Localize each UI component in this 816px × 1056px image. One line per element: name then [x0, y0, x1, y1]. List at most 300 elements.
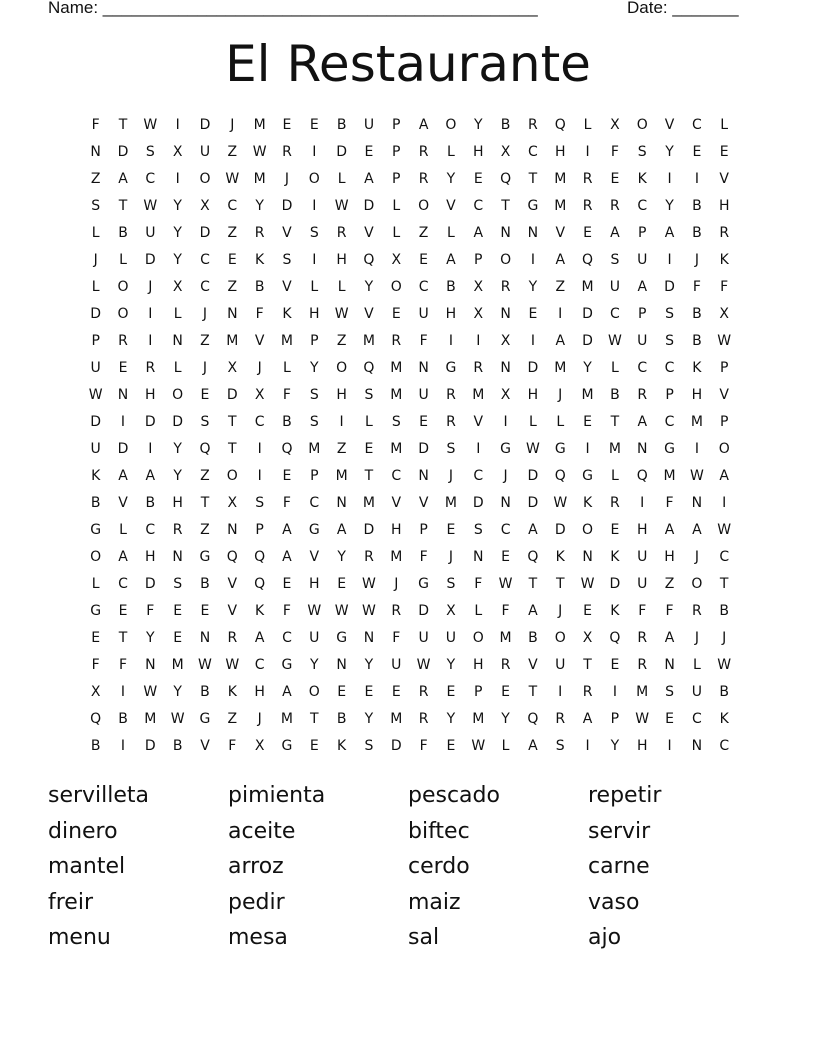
grid-letter: R [555, 711, 566, 727]
grid-letter: L [392, 198, 401, 214]
grid-letter: X [500, 387, 511, 403]
grid-letter: T [583, 657, 592, 673]
grid-letter: A [582, 711, 593, 727]
grid-letter: Z [336, 441, 347, 457]
grid-letter: C [200, 252, 210, 268]
grid-letter: Y [310, 360, 319, 376]
grid-letter: S [364, 738, 374, 754]
grid-letter: T [528, 684, 538, 700]
word-bank-item: vaso [588, 889, 640, 915]
grid-letter: H [309, 306, 320, 322]
grid-letter: B [692, 198, 702, 214]
grid-letter: H [336, 387, 347, 403]
grid-letter: A [637, 414, 648, 430]
grid-letter: X [610, 117, 620, 133]
grid-letter: K [637, 171, 647, 187]
grid-letter: J [202, 360, 208, 376]
grid-letter: R [418, 684, 429, 700]
grid-letter: E [309, 738, 319, 754]
grid-letter: V [282, 279, 292, 295]
grid-letter: K [582, 495, 593, 511]
grid-letter: W [635, 711, 650, 727]
grid-letter: I [120, 738, 126, 754]
grid-letter: R [692, 603, 702, 619]
grid-letter: R [637, 387, 648, 403]
grid-letter: Z [90, 171, 101, 187]
grid-letter: Y [501, 711, 510, 727]
grid-letter: W [225, 657, 240, 673]
word-bank-item: servilleta [48, 783, 150, 808]
grid-row [82, 490, 738, 517]
grid-letter: T [555, 576, 565, 592]
grid-row [82, 679, 738, 706]
grid-letter: L [91, 279, 100, 295]
grid-letter: R [391, 603, 402, 619]
grid-letter: S [173, 576, 183, 592]
grid-letter: H [145, 549, 156, 565]
grid-letter: D [199, 117, 211, 133]
grid-letter: A [336, 522, 347, 538]
grid-letter: R [446, 387, 456, 403]
grid-letter: N [500, 225, 511, 241]
grid-row [82, 382, 738, 409]
grid-letter: V [446, 198, 456, 214]
grid-letter: J [558, 387, 563, 403]
grid-letter: C [473, 198, 484, 214]
grid-letter: F [692, 279, 701, 295]
grid-letter: M [362, 495, 375, 511]
grid-letter: C [118, 576, 128, 592]
grid-letter: C [664, 360, 675, 376]
grid-letter: C [254, 414, 265, 430]
grid-letter: X [582, 630, 593, 646]
grid-letter: M [444, 495, 457, 511]
grid-letter: X [90, 684, 101, 700]
grid-letter: C [418, 279, 429, 295]
grid-letter: K [227, 684, 237, 700]
grid-letter: W [198, 657, 212, 673]
grid-letter: T [118, 117, 128, 133]
grid-letter: I [312, 144, 317, 160]
grid-letter: A [719, 468, 729, 484]
grid-row [82, 355, 738, 382]
grid-letter: L [91, 225, 100, 241]
grid-letter: R [500, 279, 511, 295]
grid-letter: M [554, 360, 567, 376]
grid-letter: E [501, 549, 511, 565]
grid-letter: I [312, 252, 317, 268]
grid-letter: M [690, 414, 703, 430]
grid-letter: L [529, 414, 537, 430]
grid-letter: E [91, 630, 101, 646]
grid-letter: D [90, 414, 102, 430]
grid-letter: J [202, 306, 208, 322]
grid-letter: R [473, 360, 484, 376]
grid-letter: G [554, 441, 566, 457]
grid-letter: R [610, 198, 620, 214]
grid-row [82, 571, 738, 598]
grid-letter: M [253, 171, 266, 187]
grid-letter: W [525, 441, 540, 457]
grid-letter: A [664, 225, 675, 241]
grid-letter: J [148, 279, 153, 295]
grid-letter: C [691, 711, 702, 727]
grid-letter: R [418, 171, 429, 187]
grid-letter: A [555, 333, 566, 349]
grid-letter: B [200, 576, 210, 592]
grid-letter: L [91, 576, 100, 592]
grid-letter: A [528, 738, 538, 754]
grid-letter: N [418, 360, 429, 376]
grid-letter: T [118, 630, 128, 646]
grid-letter: L [610, 468, 619, 484]
grid-letter: D [472, 495, 484, 511]
grid-letter: B [610, 387, 620, 403]
word-bank-item: cerdo [408, 854, 470, 880]
grid-letter: S [665, 333, 674, 349]
grid-letter: A [664, 522, 675, 538]
grid-letter: Y [255, 198, 264, 214]
grid-letter: A [282, 549, 292, 565]
grid-letter: S [473, 522, 483, 538]
grid-letter: U [637, 333, 648, 349]
grid-letter: P [310, 333, 319, 349]
grid-row [82, 301, 738, 328]
grid-letter: M [390, 387, 403, 403]
grid-letter: L [283, 360, 291, 376]
grid-letter: W [143, 198, 158, 214]
grid-letter: B [692, 306, 702, 322]
grid-letter: Y [446, 657, 456, 673]
grid-letter: I [722, 495, 727, 511]
grid-letter: D [281, 198, 293, 214]
grid-letter: V [282, 225, 292, 241]
grid-letter: H [636, 522, 648, 538]
grid-letter: M [171, 657, 184, 673]
grid-letter: I [476, 333, 481, 349]
grid-letter: E [610, 522, 620, 538]
grid-letter: W [225, 171, 240, 187]
grid-letter: U [637, 549, 648, 565]
grid-letter: L [720, 117, 729, 133]
grid-letter: F [610, 144, 619, 160]
grid-letter: Z [227, 225, 238, 241]
grid-letter: C [282, 630, 292, 646]
grid-letter: O [418, 198, 430, 214]
grid-letter: N [227, 522, 238, 538]
grid-letter: A [145, 468, 156, 484]
grid-letter: O [336, 360, 348, 376]
grid-letter: L [474, 603, 483, 619]
grid-letter: E [227, 252, 237, 268]
grid-letter: E [364, 441, 374, 457]
grid-letter: R [418, 711, 429, 727]
grid-letter: R [582, 684, 593, 700]
grid-letter: B [118, 225, 128, 241]
grid-letter: I [120, 414, 126, 430]
grid-letter: F [419, 549, 428, 565]
grid-letter: B [254, 279, 265, 295]
grid-letter: H [527, 387, 539, 403]
grid-letter: P [474, 252, 483, 268]
grid-letter: U [609, 279, 621, 295]
grid-letter: R [282, 144, 292, 160]
grid-letter: Y [665, 144, 674, 160]
grid-letter: W [362, 603, 376, 619]
grid-letter: R [418, 144, 429, 160]
grid-letter: C [637, 360, 648, 376]
grid-letter: F [392, 630, 401, 646]
grid-letter: A [664, 630, 675, 646]
grid-letter: T [501, 198, 510, 214]
grid-letter: D [582, 333, 593, 349]
grid-letter: C [309, 495, 320, 511]
grid-letter: M [554, 171, 567, 187]
grid-letter: D [117, 144, 129, 160]
grid-letter: A [118, 468, 128, 484]
grid-letter: H [309, 576, 320, 592]
grid-letter: E [446, 684, 456, 700]
grid-letter: H [145, 387, 156, 403]
grid-letter: Y [665, 198, 674, 214]
grid-letter: Y [173, 225, 182, 241]
grid-letter: I [667, 171, 672, 187]
word-bank-item: freir [48, 889, 93, 915]
grid-letter: W [580, 576, 595, 592]
grid-letter: E [200, 603, 210, 619]
grid-letter: H [172, 495, 183, 511]
grid-letter: Z [227, 279, 238, 295]
grid-letter: X [500, 333, 511, 349]
grid-letter: X [172, 144, 183, 160]
grid-letter: I [148, 441, 153, 457]
grid-letter: Z [418, 225, 429, 241]
grid-letter: L [119, 522, 127, 538]
word-bank-item: mantel [48, 854, 126, 880]
grid-letter: R [254, 225, 265, 241]
grid-letter: M [581, 279, 594, 295]
grid-letter: B [200, 684, 210, 700]
grid-letter: A [254, 630, 265, 646]
grid-letter: W [334, 306, 349, 322]
grid-letter: U [418, 306, 429, 322]
grid-letter: I [694, 171, 699, 187]
grid-letter: O [172, 387, 184, 403]
grid-letter: F [91, 657, 100, 673]
grid-letter: Q [500, 171, 512, 187]
grid-letter: F [638, 603, 647, 619]
grid-letter: G [199, 549, 211, 565]
grid-letter: L [310, 279, 319, 295]
grid-letter: K [610, 549, 620, 565]
grid-letter: F [228, 738, 237, 754]
grid-letter: S [91, 198, 101, 214]
grid-letter: X [473, 306, 484, 322]
grid-letter: I [312, 198, 317, 214]
grid-letter: Z [555, 279, 566, 295]
grid-letter: O [636, 117, 648, 133]
grid-letter: A [118, 171, 128, 187]
grid-letter: N [418, 468, 429, 484]
grid-letter: T [228, 441, 237, 457]
grid-letter: Y [173, 468, 182, 484]
grid-letter: P [638, 225, 647, 241]
grid-letter: I [530, 252, 535, 268]
grid-letter: R [118, 333, 128, 349]
grid-letter: P [638, 306, 647, 322]
grid-letter: V [473, 414, 484, 430]
grid-row [82, 463, 738, 490]
grid-letter: Q [199, 441, 211, 457]
grid-letter: K [719, 711, 729, 727]
grid-letter: E [282, 576, 292, 592]
grid-letter: Q [363, 360, 375, 376]
grid-letter: L [365, 414, 373, 430]
grid-letter: L [173, 306, 182, 322]
grid-letter: N [473, 549, 484, 565]
grid-letter: B [500, 117, 511, 133]
grid-letter: X [473, 279, 484, 295]
grid-letter: H [472, 657, 484, 673]
grid-letter: C [227, 198, 238, 214]
grid-letter: E [528, 306, 538, 322]
grid-letter: H [391, 522, 402, 538]
grid-letter: L [692, 657, 701, 673]
grid-letter: E [309, 117, 319, 133]
grid-letter: Z [200, 522, 210, 538]
grid-letter: S [665, 306, 674, 322]
grid-letter: U [391, 657, 402, 673]
grid-letter: T [200, 495, 210, 511]
grid-row [82, 706, 738, 733]
grid-letter: U [363, 117, 375, 133]
grid-letter: I [585, 738, 590, 754]
grid-letter: H [336, 252, 347, 268]
grid-letter: R [364, 549, 374, 565]
grid-letter: M [472, 711, 485, 727]
grid-letter: N [664, 657, 675, 673]
grid-letter: D [144, 738, 156, 754]
grid-letter: F [282, 387, 291, 403]
grid-letter: R [446, 414, 456, 430]
date-field-label: Date: _______ [627, 0, 739, 17]
grid-letter: J [257, 711, 262, 727]
grid-letter: Q [527, 549, 539, 565]
grid-letter: T [528, 171, 538, 187]
grid-letter: E [583, 225, 592, 241]
grid-letter: Q [554, 468, 566, 484]
grid-letter: O [117, 306, 129, 322]
grid-letter: H [254, 684, 265, 700]
grid-letter: X [719, 306, 729, 322]
grid-letter: W [307, 603, 322, 619]
grid-row [82, 733, 738, 760]
grid-letter: Q [554, 117, 566, 133]
grid-letter: Q [281, 441, 293, 457]
grid-letter: J [230, 117, 235, 133]
grid-letter: Z [664, 576, 675, 592]
grid-letter: C [200, 279, 210, 295]
grid-letter: G [281, 657, 293, 673]
grid-letter: V [719, 387, 729, 403]
grid-letter: W [607, 333, 622, 349]
grid-letter: Q [254, 576, 266, 592]
grid-letter: G [418, 576, 430, 592]
grid-letter: U [637, 576, 648, 592]
grid-letter: U [637, 252, 648, 268]
grid-letter: X [391, 252, 402, 268]
grid-letter: P [392, 117, 401, 133]
grid-letter: H [636, 738, 648, 754]
grid-letter: Y [173, 198, 182, 214]
grid-letter: B [172, 738, 183, 754]
grid-letter: E [118, 603, 128, 619]
word-search-grid [82, 112, 738, 760]
grid-letter: X [227, 495, 238, 511]
grid-letter: G [582, 468, 593, 484]
grid-letter: R [227, 630, 238, 646]
grid-letter: I [558, 306, 563, 322]
grid-letter: Z [200, 468, 210, 484]
grid-letter: N [336, 657, 347, 673]
grid-letter: W [717, 522, 732, 538]
grid-letter: I [530, 333, 535, 349]
grid-letter: N [145, 657, 156, 673]
grid-letter: C [664, 414, 675, 430]
grid-letter: D [390, 738, 402, 754]
grid-letter: Y [173, 441, 182, 457]
grid-letter: X [500, 144, 511, 160]
grid-letter: D [172, 414, 184, 430]
grid-letter: W [498, 576, 513, 592]
grid-row [82, 625, 738, 652]
grid-letter: E [118, 360, 128, 376]
grid-letter: T [364, 468, 374, 484]
grid-letter: E [583, 414, 592, 430]
grid-letter: K [255, 252, 265, 268]
grid-letter: E [337, 684, 347, 700]
grid-letter: E [419, 414, 429, 430]
grid-letter: Q [226, 549, 238, 565]
grid-letter: F [720, 279, 729, 295]
grid-letter: D [418, 441, 429, 457]
grid-letter: Y [583, 360, 592, 376]
grid-letter: Y [364, 279, 374, 295]
grid-letter: N [691, 495, 703, 511]
grid-letter: O [718, 441, 730, 457]
grid-letter: F [419, 333, 428, 349]
grid-letter: D [144, 414, 156, 430]
grid-letter: J [558, 603, 563, 619]
grid-letter: E [391, 306, 401, 322]
grid-letter: T [118, 198, 128, 214]
grid-letter: Y [364, 711, 374, 727]
grid-letter: E [282, 117, 292, 133]
grid-letter: Y [364, 657, 374, 673]
grid-letter: A [118, 549, 128, 565]
grid-letter: V [118, 495, 128, 511]
grid-letter: E [610, 171, 620, 187]
name-field-label: Name: ______________________________________________ [48, 0, 538, 17]
grid-letter: F [282, 603, 291, 619]
grid-letter: L [610, 360, 619, 376]
grid-letter: D [144, 576, 156, 592]
grid-letter: D [527, 468, 539, 484]
grid-letter: S [200, 414, 210, 430]
grid-row [82, 139, 738, 166]
grid-letter: A [282, 522, 292, 538]
grid-letter: Y [528, 279, 538, 295]
